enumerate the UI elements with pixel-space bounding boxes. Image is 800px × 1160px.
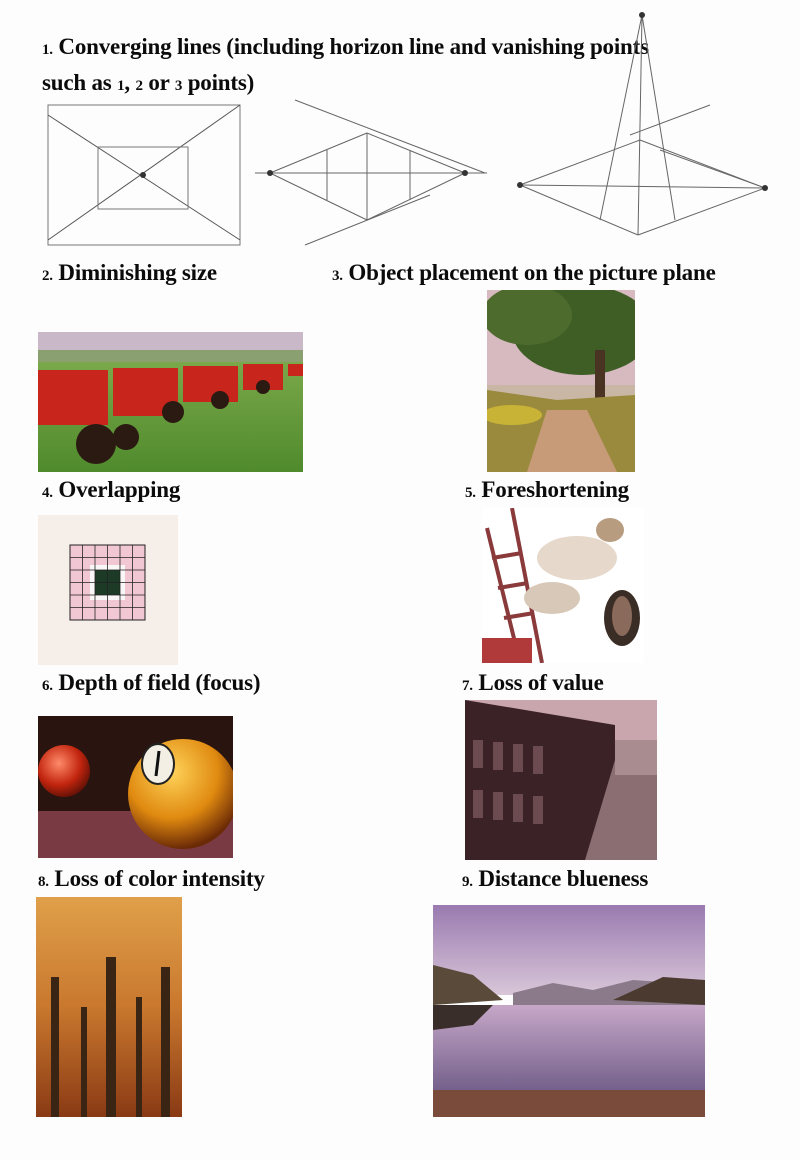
heading-label: Object placement on the picture plane — [348, 260, 716, 285]
heading-number: 4. — [42, 485, 53, 501]
heading-label: Loss of color intensity — [54, 866, 265, 891]
autumn-forest-photo — [36, 897, 182, 1117]
heading-n1: 1 — [117, 78, 125, 94]
heading-label: Overlapping — [58, 477, 181, 502]
overlapping-grid-diagram — [38, 515, 178, 665]
heading-number: 6. — [42, 678, 53, 694]
vanishing-point — [140, 172, 146, 178]
heading-n2: 2 — [135, 78, 143, 94]
heading-label: Foreshortening — [481, 477, 629, 502]
three-point-perspective-diagram — [510, 10, 780, 255]
heading-foreshortening — [465, 475, 629, 508]
heading-number: 1. — [42, 42, 53, 58]
heading-label: Distance blueness — [478, 866, 649, 891]
heading-number: 9. — [462, 874, 473, 890]
foreshortening-photo — [482, 508, 644, 663]
heading-sep2: or — [142, 70, 175, 95]
heading-sep1: , — [124, 70, 136, 95]
heading-label: Diminishing size — [58, 260, 217, 285]
tractors-photo — [38, 332, 303, 472]
heading-number: 7. — [462, 678, 473, 694]
heading-number: 3. — [332, 268, 343, 284]
billiard-balls-photo — [38, 716, 233, 858]
heading-text: Converging lines (including horizon line and vanishing points — [58, 34, 649, 59]
heading-text-suffix: points) — [182, 70, 255, 95]
heading-label: Depth of field (focus) — [58, 670, 261, 695]
heading-overlapping — [42, 475, 180, 508]
lake-landscape-photo — [433, 905, 705, 1117]
heading-label: Loss of value — [478, 670, 604, 695]
heading-loss-of-color-intensity — [38, 864, 265, 897]
heading-diminishing-size — [42, 258, 217, 291]
heading-number: 8. — [38, 874, 49, 890]
heading-distance-blueness — [462, 864, 648, 897]
heading-number: 2. — [42, 268, 53, 284]
street-photo — [465, 700, 657, 860]
two-point-perspective-diagram — [255, 95, 490, 255]
heading-loss-of-value — [462, 668, 604, 701]
heading-object-placement — [332, 258, 716, 291]
one-point-perspective-diagram — [40, 95, 250, 255]
heading-n3: 3 — [174, 78, 183, 94]
heading-number: 5. — [465, 485, 476, 501]
heading-depth-of-field — [42, 668, 260, 701]
forest-path-photo — [487, 290, 635, 472]
heading-text-prefix: such as — [42, 70, 118, 95]
